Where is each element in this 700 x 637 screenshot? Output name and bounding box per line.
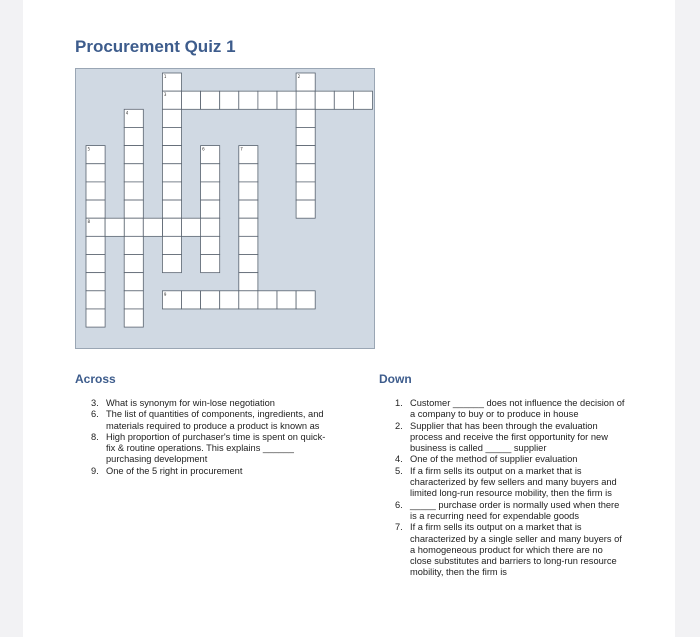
grid-cell[interactable] <box>143 218 162 236</box>
grid-cell[interactable] <box>239 291 258 309</box>
grid-cell[interactable] <box>296 146 315 164</box>
grid-cell[interactable] <box>201 164 220 182</box>
grid-cell[interactable] <box>239 218 258 236</box>
grid-cell[interactable] <box>86 309 105 327</box>
grid-cell[interactable] <box>239 236 258 254</box>
grid-cell[interactable] <box>162 255 181 273</box>
grid-cell[interactable] <box>86 164 105 182</box>
grid-cell[interactable] <box>86 291 105 309</box>
grid-cell[interactable] <box>258 291 277 309</box>
grid-cell[interactable] <box>296 127 315 145</box>
clue-number-3: 3 <box>163 92 167 98</box>
grid-cell[interactable] <box>201 236 220 254</box>
grid-cell[interactable] <box>239 91 258 109</box>
clue-across-3: 3. What is synonym for win-lose negotiation <box>91 398 275 408</box>
grid-cell[interactable] <box>334 91 353 109</box>
clue-down-6: 6. _____ purchase order is normally used when there is a recurring need for expendable goods <box>395 499 620 521</box>
grid-cell[interactable] <box>162 146 181 164</box>
clue-number-7: 7 <box>240 146 243 152</box>
clue-down-5: 5. If a firm sells its output on a market that is characterized by few sellers and many buyers and limited long-run resource mobility, then the firm is <box>395 465 617 499</box>
clue-number-4: 4 <box>125 110 129 116</box>
grid-cell[interactable] <box>124 146 143 164</box>
grid-cell[interactable] <box>86 200 105 218</box>
clue-down-1: 1. Customer ______ does not influence the decision of a company to buy or to produce in house <box>395 398 625 420</box>
grid-cell[interactable] <box>277 291 296 309</box>
grid-cell[interactable] <box>220 91 239 109</box>
grid-cell[interactable] <box>182 91 201 109</box>
clue-down-4: 4. One of the method of supplier evaluation <box>395 454 578 465</box>
grid-cell[interactable] <box>124 309 143 327</box>
clue-number-1: 1 <box>163 74 167 79</box>
clue-number-6: 6 <box>202 146 205 152</box>
grid-cell[interactable] <box>124 291 143 309</box>
grid-cell[interactable] <box>201 200 220 218</box>
grid-cell[interactable] <box>239 273 258 291</box>
grid-cell[interactable] <box>105 218 124 236</box>
down-heading: Down <box>379 372 412 386</box>
grid-cell[interactable] <box>296 200 315 218</box>
grid-cell[interactable] <box>239 255 258 273</box>
clue-across-6: 6. The list of quantities of components, ingredients, and materials required to produce a product is known as <box>91 409 324 431</box>
grid-cell[interactable] <box>296 109 315 127</box>
grid-cell[interactable] <box>201 218 220 236</box>
grid-cell[interactable] <box>277 91 296 109</box>
clue-down-7: 7. If a firm sells its output on a market that is characterized by a single seller and many buyers of a homogeneous product for which there are no close substitutes and barriers to long-run resource mobility, then the firm is <box>395 522 622 578</box>
grid-cell[interactable] <box>239 200 258 218</box>
crossword-grid <box>75 68 375 349</box>
grid-cell[interactable] <box>86 273 105 291</box>
grid-cell[interactable] <box>124 200 143 218</box>
grid-cell[interactable] <box>124 218 143 236</box>
grid-cell[interactable] <box>124 127 143 145</box>
grid-cell[interactable] <box>201 255 220 273</box>
page-title: Procurement Quiz 1 <box>75 37 236 56</box>
grid-cell[interactable] <box>162 164 181 182</box>
grid-cell[interactable] <box>86 236 105 254</box>
grid-cell[interactable] <box>124 164 143 182</box>
grid-cell[interactable] <box>239 182 258 200</box>
grid-cell[interactable] <box>353 91 372 109</box>
grid-cell[interactable] <box>201 182 220 200</box>
grid-cell[interactable] <box>162 200 181 218</box>
down-clues <box>395 398 627 579</box>
grid-cell[interactable] <box>296 291 315 309</box>
grid-cell[interactable] <box>162 109 181 127</box>
grid-cell[interactable] <box>258 91 277 109</box>
grid-cell[interactable] <box>162 182 181 200</box>
grid-cell[interactable] <box>86 182 105 200</box>
grid-cell[interactable] <box>162 127 181 145</box>
grid-cell[interactable] <box>124 273 143 291</box>
grid-cell[interactable] <box>182 291 201 309</box>
clue-across-9: 9. One of the 5 right in procurement <box>91 465 243 476</box>
grid-cell[interactable] <box>124 236 143 254</box>
clue-across-8: 8. High proportion of purchaser's time is spent on quick-fix & routine operations. This explains ______ purchasing development <box>91 431 326 465</box>
grid-cell[interactable] <box>162 218 181 236</box>
grid-cell[interactable] <box>86 255 105 273</box>
grid-cell[interactable] <box>201 91 220 109</box>
across-heading: Across <box>75 372 116 386</box>
crossword-svg <box>76 69 374 348</box>
grid-cell[interactable] <box>182 218 201 236</box>
grid-cell[interactable] <box>296 182 315 200</box>
clue-number-8: 8 <box>87 219 91 225</box>
grid-cell[interactable] <box>162 236 181 254</box>
grid-cell[interactable] <box>239 164 258 182</box>
grid-cell[interactable] <box>315 91 334 109</box>
quiz-page <box>23 0 675 637</box>
grid-cell[interactable] <box>296 164 315 182</box>
clue-number-5: 5 <box>87 146 91 152</box>
across-clues <box>91 398 326 477</box>
grid-cell[interactable] <box>220 291 239 309</box>
clue-number-9: 9 <box>163 291 167 297</box>
grid-cell[interactable] <box>124 182 143 200</box>
grid-cell[interactable] <box>201 291 220 309</box>
clue-number-2: 2 <box>297 74 301 79</box>
grid-cell[interactable] <box>296 91 315 109</box>
grid-cell[interactable] <box>124 255 143 273</box>
clue-down-2: 2. Supplier that has been through the evaluation process and receive the first opportunity for new business is called _____ supplier <box>395 420 608 454</box>
